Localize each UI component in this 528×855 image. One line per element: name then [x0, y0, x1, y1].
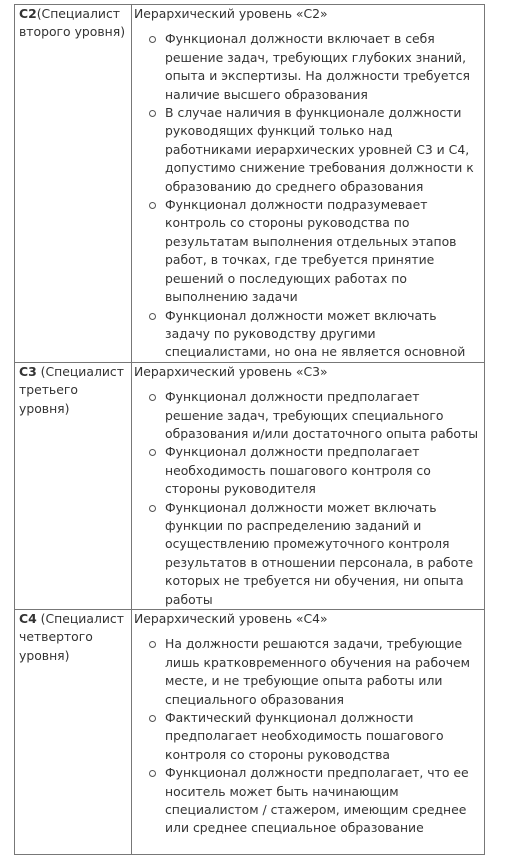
- level-name-cell: [15, 610, 132, 855]
- responsibility-list: [134, 635, 478, 837]
- level-code: С2: [19, 6, 37, 21]
- level-name-cell: [15, 5, 132, 363]
- level-title: (Специалист третьего уровня): [19, 363, 124, 416]
- list-item: Функционал должности подразумевает контроль со стороны руководства по результатам выполнения отдельных этапов работ, в точках, где требуется принятие решений о последующих работах по выполнению задачи: [165, 196, 478, 306]
- list-item: Функционал должности включает в себя решение задач, требующих глубоких знаний, опыта и экспертизы. На должности требуется наличие высшего образования: [165, 30, 478, 104]
- list-item: Функционал должности предполагает, что ее носитель может быть начинающим специалистом / стажером, имеющим среднее или среднее специальное образование: [165, 764, 478, 838]
- list-item: Фактический функционал должности предполагает необходимость пошагового контроля со стороны руководства: [165, 709, 478, 764]
- list-item: На должности решаются задачи, требующие лишь кратковременного обучения на рабочем месте, и не требующие опыта работы или специального образования: [165, 635, 478, 709]
- level-description-cell: [132, 610, 485, 855]
- level-title: (Специалист четвертого уровня): [19, 611, 124, 663]
- list-item: Функционал должности предполагает необходимость пошагового контроля со стороны руководителя: [165, 443, 478, 498]
- level-description-cell: [132, 362, 485, 609]
- level-name-cell: [15, 362, 132, 609]
- responsibility-list: [134, 388, 478, 609]
- level-heading: Иерархический уровень «С2»: [134, 6, 328, 21]
- list-item: В случае наличия в функционале должности руководящих функций только над работниками иерархических уровней С3 и С4, допустимо снижение требования должности к образованию до среднего образования: [165, 104, 478, 196]
- level-code: С4: [19, 611, 37, 626]
- responsibility-list: [134, 30, 478, 361]
- list-item: Функционал должности может включать функции по распределению заданий и осуществлению промежуточного контроля результатов в отношении персонала, в работе которых не требуется ни обучения, ни опыта работы: [165, 499, 478, 609]
- table-row: [15, 362, 485, 609]
- level-heading: Иерархический уровень «С3»: [134, 363, 328, 379]
- level-heading: Иерархический уровень «С4»: [134, 611, 328, 626]
- level-description-cell: [132, 5, 485, 363]
- level-code: С3: [19, 363, 37, 379]
- table-row: [15, 610, 485, 855]
- level-title: (Специалист второго уровня): [19, 6, 126, 40]
- list-item: Функционал должности может включать задачу по руководству другими специалистами, но она не является основной: [165, 307, 478, 362]
- levels-table: [14, 4, 485, 855]
- list-item: Функционал должности предполагает решение задач, требующих специального образования и/или достаточного опыта работы: [165, 388, 478, 443]
- table-row: [15, 5, 485, 363]
